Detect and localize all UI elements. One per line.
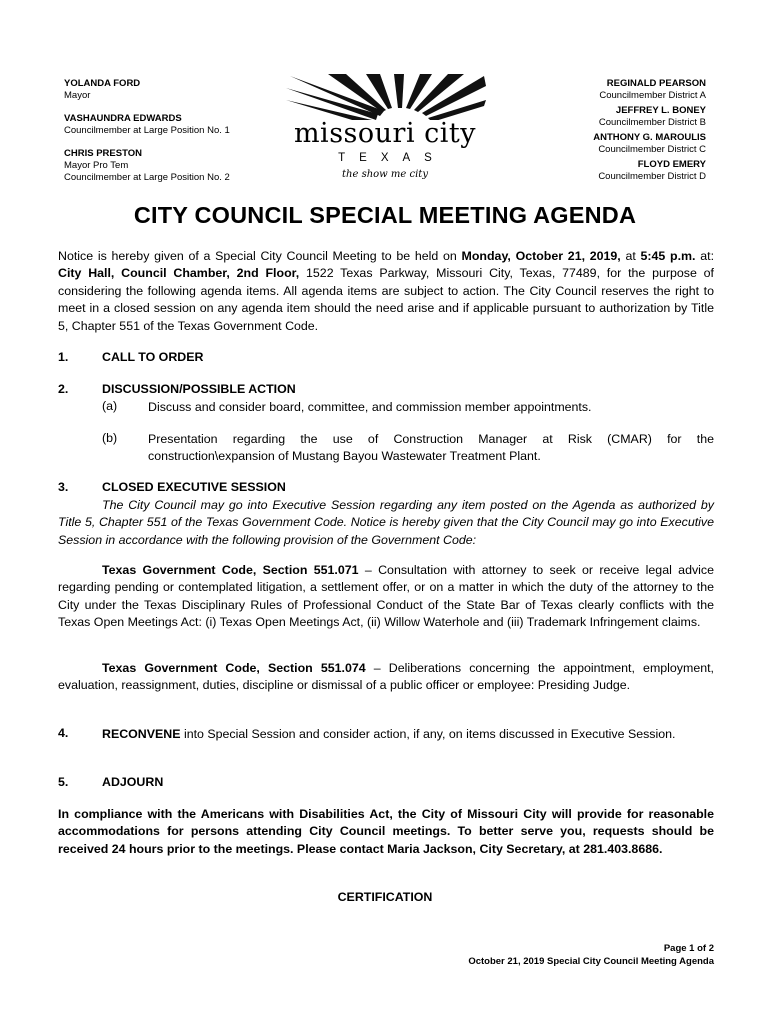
logo-wordmark: missouri city [293,118,477,149]
section-551-074 [58,660,714,695]
item-number: 5. [58,775,69,789]
meeting-place: City Hall, Council Chamber, 2nd Floor, [58,266,300,281]
item-number: 3. [58,480,69,494]
notice-text: at: [695,249,715,263]
item-heading-adjourn: ADJOURN [102,775,164,789]
official-title: Councilmember District D [598,171,706,182]
official-block [64,148,294,184]
meeting-date: Monday, October 21, 2019, [461,249,621,263]
page-footer [468,942,714,968]
official-name: JEFFREY L. BONEY [615,105,706,116]
notice-text: 1522 Texas Parkway, Missouri City, Texas, 77489, for the purpose of considering the following agenda items. All agenda items are subject to action. The City Council reserves the right to meet in a closed session on any agenda item should the need arise and if applicable pursuant to authorization by Title 5, Chapter 551 of the Texas Government Code. [58,266,714,333]
item-number: 4. [58,726,69,740]
page-title: CITY COUNCIL SPECIAL MEETING AGENDA [133,202,637,228]
subitem-text: Discuss and consider board, committee, and commission member appointments. [148,400,592,414]
item-heading-reconvene: RECONVENE [102,727,181,741]
item-reconvene [102,726,714,743]
certification-heading: CERTIFICATION [337,890,433,904]
logo-state: TEXAS [338,152,446,164]
executive-session-intro [58,497,714,549]
footer-doc-title: October 21, 2019 Special City Council Meeting Agenda [468,956,714,967]
meeting-notice [58,248,714,335]
official-title: Councilmember District C [598,144,706,155]
official-title: Councilmember District A [599,90,706,101]
item-heading-call-to-order: CALL TO ORDER [102,350,204,364]
subitem-label: (a) [102,399,118,413]
official-block [64,113,294,137]
notice-text: at [620,249,641,263]
official-block [506,78,706,102]
council-left-column [64,78,294,184]
official-name: VASHAUNDRA EDWARDS [64,113,182,124]
item-number: 1. [58,350,69,364]
official-name: YOLANDA FORD [64,78,141,89]
section-heading: Texas Government Code, Section 551.074 [102,661,366,675]
item-heading-discussion: DISCUSSION/POSSIBLE ACTION [102,382,296,396]
meeting-time: 5:45 p.m. [640,249,696,263]
section-551-071 [58,562,714,632]
ada-notice: In compliance with the Americans with Disabilities Act, the City of Missouri City will provide for reasonable accommodations for persons attending City Council meetings. To better serve you, requests should be received 24 hours prior to the meetings. Please contact Maria Jackson, City Secretary, at 281.403.8686. [58,807,714,856]
subitem-text: Presentation regarding the use of Construction Manager at Risk (CMAR) for the construction\expansion of Mustang Bayou Wastewater Treatment Plant. [148,432,714,464]
official-name: REGINALD PEARSON [606,78,706,89]
city-logo [280,74,490,189]
section-text: – Consultation with attorney to seek or receive legal advice regarding pending or contemplated litigation, a settlement offer, or on a matter in which the duty of the attorney to the City under the Texas Disciplinary Rules of Professional Conduct of the State Bar of Texas clearly conflicts with the Texas Open Meetings Act: (i) Texas Open Meetings Act, (ii) Willow Waterhole and (iii) Trademark Infringement claims. [58,563,714,630]
official-title: Councilmember District B [598,117,706,128]
intro-text: The City Council may go into Executive Session regarding any item posted on the Agenda as authorized by Title 5, Chapter 551 of the Texas Government Code. Notice is hereby given that the City Council may go into Executive Session in accordance with the following provision of the Government Code: [58,498,714,547]
section-heading: Texas Government Code, Section 551.071 [102,563,359,577]
official-title: Councilmember at Large Position No. 1 [64,125,230,136]
item-heading-closed-session: CLOSED EXECUTIVE SESSION [102,480,286,494]
logo-tagline: the show me city [342,169,428,180]
official-name: CHRIS PRESTON [64,148,142,159]
official-block [506,105,706,129]
official-name: FLOYD EMERY [637,159,706,170]
official-name: ANTHONY G. MAROULIS [593,132,706,143]
council-right-column [506,78,706,183]
item-number: 2. [58,382,69,396]
page-number: Page 1 of 2 [663,943,714,954]
section-text: – Deliberations concerning the appointment, employment, evaluation, reassignment, duties, discipline or dismissal of a public officer or employee: Presiding Judge. [58,661,714,693]
official-block [506,132,706,156]
subitem-label: (b) [102,431,118,445]
official-title: Mayor Pro Tem [64,160,129,171]
official-title: Mayor [64,90,91,101]
reconvene-text: into Special Session and consider action, if any, on items discussed in Executive Session. [180,727,676,741]
notice-text: Notice is hereby given of a Special City Council Meeting to be held on [58,249,462,263]
official-block [506,159,706,183]
official-block [64,78,294,102]
official-title: Councilmember at Large Position No. 2 [64,172,230,183]
